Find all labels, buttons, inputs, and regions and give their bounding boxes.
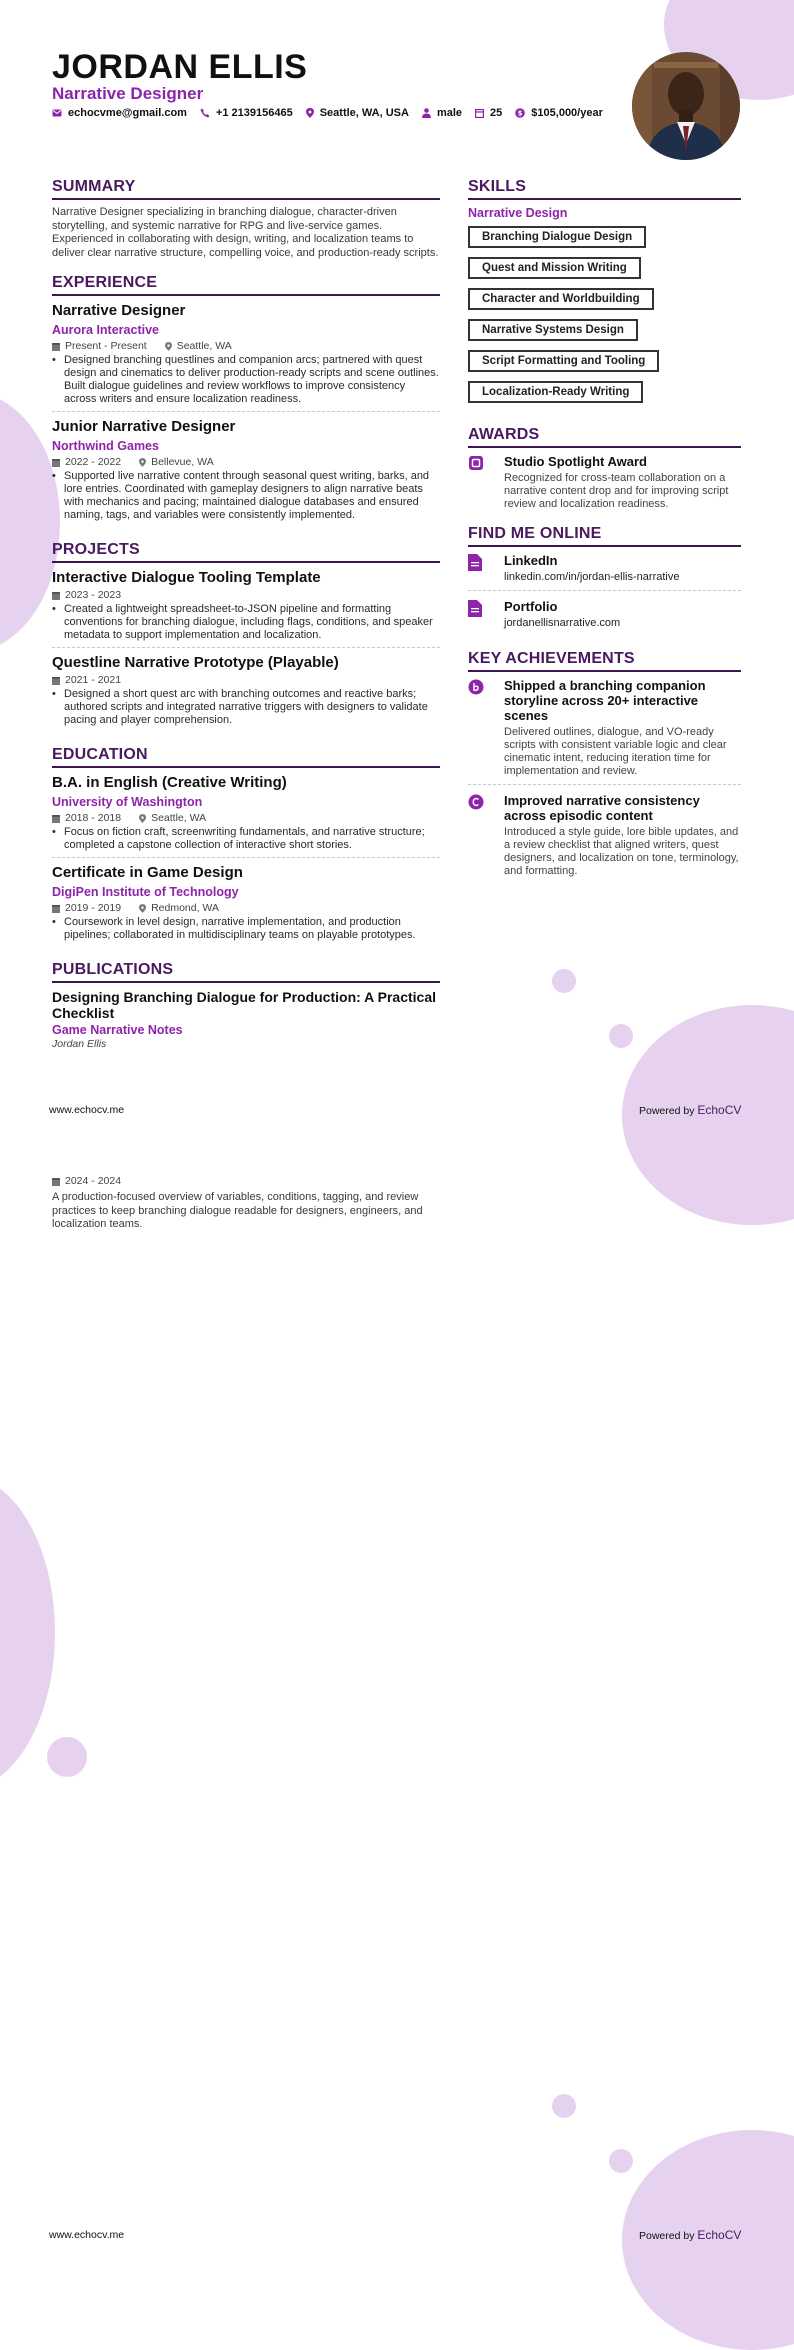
contact-location xyxy=(306,107,409,119)
decor-blob xyxy=(552,969,576,993)
project-dates: 2023 - 2023 xyxy=(65,589,122,601)
powered-label: Powered by xyxy=(639,2230,695,2242)
job-location: Bellevue, WA xyxy=(151,456,214,468)
contact-email[interactable] xyxy=(52,107,187,119)
education-item xyxy=(52,864,440,947)
project-bullet: • Designed a short quest arc with branching outcomes and reactive barks; authored scripts and integrated narrative triggers with designers to validate pacing and player comprehension. xyxy=(52,688,428,726)
calendar-icon xyxy=(475,108,484,118)
company-name: Aurora Interactive xyxy=(52,323,159,337)
award-desc: Recognized for cross-team collaboration on a narrative content drop and for improving script review and localization readiness. xyxy=(504,472,729,510)
mail-icon xyxy=(52,109,62,117)
project-name: Interactive Dialogue Tooling Template xyxy=(52,569,321,586)
online-link[interactable]: linkedin.com/in/jordan-ellis-narrative xyxy=(504,571,680,583)
achievement-desc: Introduced a style guide, lore bible updates, and a review checklist that aligned writers, quest designers, and localization on tone, terminology, and formatting. xyxy=(504,826,739,877)
achievement-item xyxy=(468,793,741,884)
project-dates: 2021 - 2021 xyxy=(65,674,122,686)
achievements-heading: KEY ACHIEVEMENTS xyxy=(468,650,741,672)
footer-powered xyxy=(639,1103,741,1117)
education-location: Seattle, WA xyxy=(151,812,207,824)
education-meta xyxy=(52,902,440,914)
online-item-linkedin[interactable] xyxy=(468,553,741,591)
footer-powered xyxy=(639,2228,741,2242)
location-pin-icon xyxy=(306,108,314,118)
award-icon xyxy=(468,455,484,471)
decor-blob xyxy=(609,2149,633,2173)
summary-heading: SUMMARY xyxy=(52,178,440,200)
gender-text: male xyxy=(436,107,463,119)
awards-heading: AWARDS xyxy=(468,426,741,448)
publications-section xyxy=(52,961,440,1050)
job-dates: Present - Present xyxy=(65,340,147,352)
projects-heading: PROJECTS xyxy=(52,541,440,563)
coin-icon xyxy=(515,108,525,118)
job-dates: 2022 - 2022 xyxy=(65,456,122,468)
skill-chip: Script Formatting and Tooling xyxy=(468,350,659,372)
email-text: echocvme@gmail.com xyxy=(68,107,187,119)
location-pin-icon xyxy=(139,904,146,913)
project-meta xyxy=(52,589,440,601)
document-icon xyxy=(468,554,482,571)
candidate-name: JORDAN ELLIS xyxy=(52,48,308,86)
calendar-icon xyxy=(52,342,60,351)
decor-blob xyxy=(0,392,60,652)
achievement-desc: Delivered outlines, dialogue, and VO-ready scripts with consistent variable logic and clear cinematic intent, reducing iteration time for implementation and review. xyxy=(504,726,727,777)
publication-dates: 2024 - 2024 xyxy=(65,1175,122,1187)
job-meta xyxy=(52,456,440,468)
degree-name: B.A. in English (Creative Writing) xyxy=(52,774,287,791)
left-column xyxy=(52,178,440,1064)
summary-text: Narrative Designer specializing in branching dialogue, character-driven storytelling, and systemic narrative for RPG and live-service games. Experienced in collaborating with design, writing, and localization teams to deliver clear narrative structure, compelling voice, and production-ready scripts. xyxy=(52,206,439,259)
online-section xyxy=(468,525,741,636)
job-location: Seattle, WA xyxy=(176,340,232,352)
projects-section xyxy=(52,541,440,732)
contact-bar xyxy=(52,107,616,119)
school-name: University of Washington xyxy=(52,795,203,809)
skill-group-title: Narrative Design xyxy=(468,206,568,220)
skill-chip: Localization-Ready Writing xyxy=(468,381,643,403)
education-section xyxy=(52,746,440,947)
experience-item xyxy=(52,302,440,412)
degree-name: Certificate in Game Design xyxy=(52,864,243,881)
job-title: Junior Narrative Designer xyxy=(52,418,236,435)
calendar-icon xyxy=(52,814,60,823)
awards-section xyxy=(468,426,741,511)
contact-age xyxy=(475,107,502,119)
job-bullet: • Supported live narrative content through seasonal quest writing, barks, and lore entries. Coordinated with gameplay designers to align narrative beats with mechanics and pacing; maintained dialogue databases and ensured naming, tags, and variables were consistently implemented. xyxy=(52,470,430,521)
education-dates: 2018 - 2018 xyxy=(65,812,122,824)
job-title: Narrative Designer xyxy=(52,302,186,319)
education-meta xyxy=(52,812,440,824)
brand-name: EchoCV xyxy=(697,1103,742,1117)
education-item xyxy=(52,774,440,858)
skill-chip: Narrative Systems Design xyxy=(468,319,638,341)
calendar-icon xyxy=(52,676,60,685)
education-bullet: • Coursework in level design, narrative implementation, and production pipelines; collaborated in multidisciplinary teams on playable prototypes. xyxy=(52,916,416,941)
education-dates: 2019 - 2019 xyxy=(65,902,122,914)
skills-heading: SKILLS xyxy=(468,178,741,200)
decor-blob xyxy=(47,1737,87,1777)
school-name: DigiPen Institute of Technology xyxy=(52,885,239,899)
calendar-icon xyxy=(52,458,60,467)
contact-phone[interactable] xyxy=(200,107,293,119)
location-pin-icon xyxy=(139,458,146,467)
skill-chip: Character and Worldbuilding xyxy=(468,288,654,310)
location-pin-icon xyxy=(139,814,146,823)
publication-author: Jordan Ellis xyxy=(52,1038,107,1050)
achievement-name: Improved narrative consistency across episodic content xyxy=(504,793,700,823)
project-item xyxy=(52,569,440,648)
summary-section xyxy=(52,178,440,260)
phone-text: +1 2139156465 xyxy=(215,107,293,119)
phone-icon xyxy=(200,108,210,118)
right-column xyxy=(468,178,741,898)
document-icon xyxy=(468,600,482,617)
project-name: Questline Narrative Prototype (Playable) xyxy=(52,654,339,671)
avatar xyxy=(632,52,740,160)
experience-section xyxy=(52,274,440,527)
project-meta xyxy=(52,674,440,686)
skill-chip: Quest and Mission Writing xyxy=(468,257,641,279)
award-name: Studio Spotlight Award xyxy=(504,454,647,469)
skill-chip: Branching Dialogue Design xyxy=(468,226,646,248)
footer-url[interactable]: www.echocv.me xyxy=(49,1104,125,1116)
achievement-name: Shipped a branching companion storyline across 20+ interactive scenes xyxy=(504,678,706,723)
publication-text: A production-focused overview of variables, conditions, tagging, and review practices to keep branching dialogue readable for designers, engineers, and localization teams. xyxy=(52,1191,423,1230)
award-item xyxy=(468,454,741,511)
svg-text:$: $ xyxy=(517,109,523,118)
calendar-icon xyxy=(52,904,60,913)
skills-section xyxy=(468,178,741,412)
salary-text: $105,000/year xyxy=(531,107,603,119)
decor-blob xyxy=(609,1024,633,1048)
company-name: Northwind Games xyxy=(52,439,159,453)
job-bullet: • Designed branching questlines and companion arcs; partnered with quest design and cinematics to deliver production-ready scripts and scene outlines. Built dialogue guidelines and review workflows to improve consistency across writers and ensure localization readiness. xyxy=(52,354,439,405)
achievement-icon xyxy=(468,794,484,810)
experience-item xyxy=(52,418,440,527)
publication-publisher: Game Narrative Notes xyxy=(52,1023,183,1037)
online-name: LinkedIn xyxy=(504,553,558,568)
candidate-role: Narrative Designer xyxy=(52,84,204,103)
experience-heading: EXPERIENCE xyxy=(52,274,440,296)
decor-blob xyxy=(0,1475,55,1790)
online-name: Portfolio xyxy=(504,599,558,614)
job-meta xyxy=(52,340,440,352)
age-text: 25 xyxy=(490,107,503,119)
education-bullet: • Focus on fiction craft, screenwriting fundamentals, and narrative structure; completed a capstone collection of interactive short stories. xyxy=(52,826,425,851)
publications-heading: PUBLICATIONS xyxy=(52,961,440,983)
achievement-item xyxy=(468,678,741,785)
contact-gender xyxy=(422,107,462,119)
location-text: Seattle, WA, USA xyxy=(319,107,409,119)
achievements-section xyxy=(468,650,741,884)
project-bullet: • Created a lightweight spreadsheet-to-JSON pipeline and formatting conventions for branching dialogue, including flags, conditions, and speaker metadata to support implementation and localization. xyxy=(52,603,433,641)
publication-continued xyxy=(52,1172,440,1232)
online-item-portfolio[interactable] xyxy=(468,599,741,636)
powered-label: Powered by xyxy=(639,1105,695,1117)
achievement-icon xyxy=(468,679,484,695)
calendar-icon xyxy=(52,591,60,600)
project-item xyxy=(52,654,440,732)
decor-blob xyxy=(552,2094,576,2118)
footer-url[interactable]: www.echocv.me xyxy=(49,2229,125,2241)
online-heading: FIND ME ONLINE xyxy=(468,525,741,547)
publication-meta xyxy=(52,1175,440,1187)
person-icon xyxy=(422,108,431,118)
calendar-icon xyxy=(52,1177,60,1186)
education-heading: EDUCATION xyxy=(52,746,440,768)
location-pin-icon xyxy=(165,342,172,351)
brand-name: EchoCV xyxy=(697,2228,742,2242)
education-location: Redmond, WA xyxy=(151,902,219,914)
contact-salary xyxy=(515,107,603,119)
publication-title: Designing Branching Dialogue for Production: A Practical Checklist xyxy=(52,989,437,1021)
online-link[interactable]: jordanellisnarrative.com xyxy=(504,617,621,629)
